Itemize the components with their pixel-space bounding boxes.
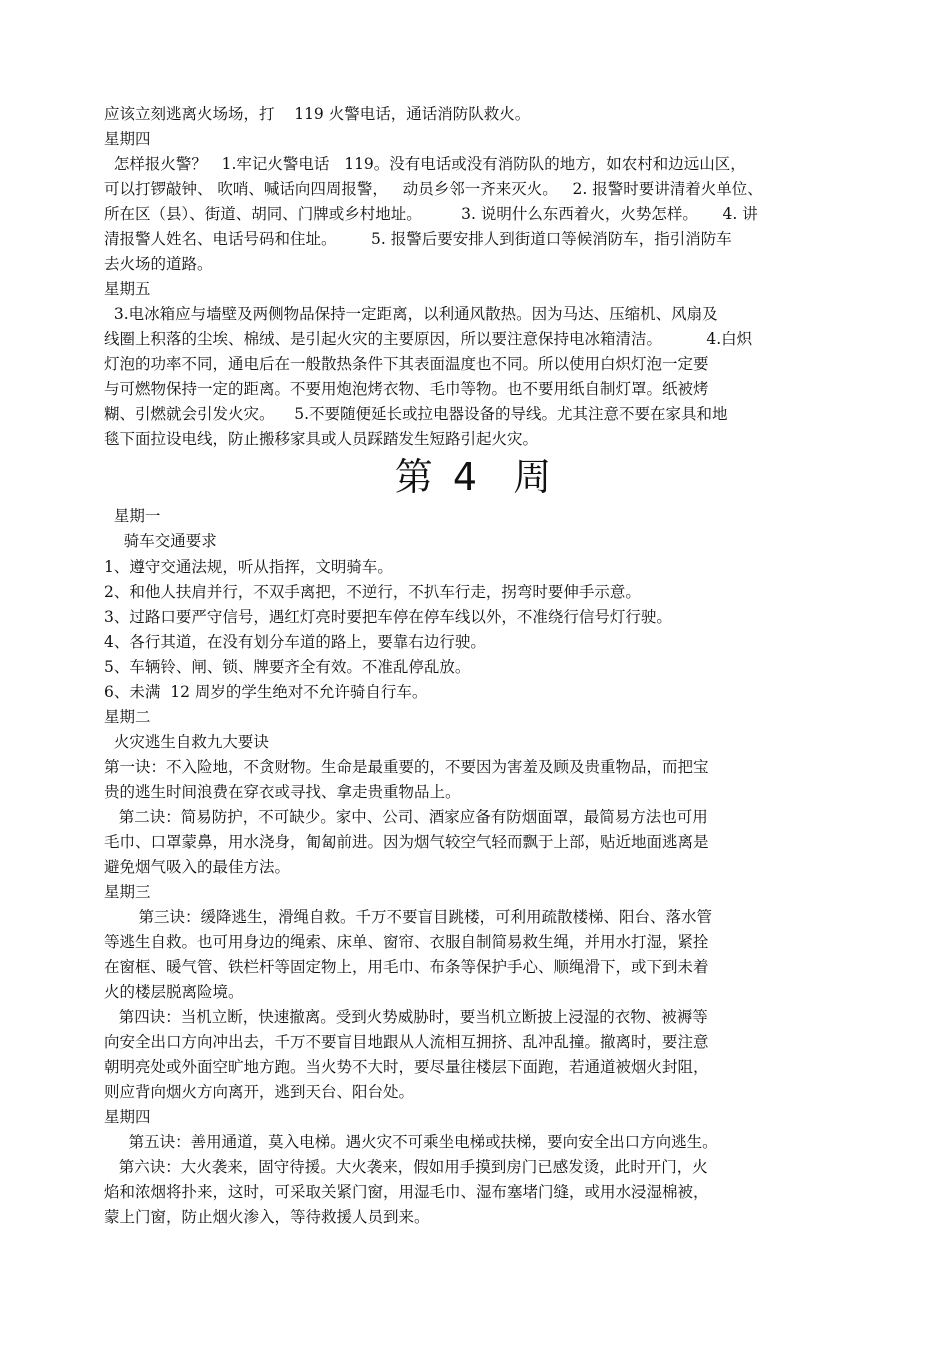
text-line: 去火场的道路。: [104, 255, 213, 273]
text-line: 糊、引燃就会引发火灾。 5.不要随便延长或拉电器设备的导线。尤其注意不要在家具和地: [104, 405, 728, 423]
text-line: 清报警人姓名、电话号码和住址。 5. 报警后要安排人到街道口等候消防车，指引消防车: [104, 230, 732, 248]
text-line: 火灾逃生自救九大要诀: [104, 733, 269, 751]
text-line: 4、各行其道，在没有划分车道的路上，要靠右边行驶。: [104, 633, 486, 651]
text-line: 怎样报火警？ 1.牢记火警电话 119。没有电话或没有消防队的地方，如农村和边远山区，: [104, 155, 746, 173]
text-line: 所在区（县）、街道、胡同、门牌或乡村地址。 3. 说明什么东西着火，火势怎样。 4. 讲: [104, 205, 758, 223]
text-line: 5、车辆铃、闸、锁、牌要齐全有效。不准乱停乱放。: [104, 658, 471, 676]
text-line: 星期五: [104, 280, 151, 298]
text-line: 6、未满 12 周岁的学生绝对不允许骑自行车。: [104, 683, 428, 701]
text-line: 可以打锣敲钟、 吹哨、喊话向四周报警， 动员乡邻一齐来灭火。 2. 报警时要讲清着火单位、: [104, 180, 763, 198]
text-line: 向安全出口方向冲出去，千万不要盲目地跟从人流相互拥挤、乱冲乱撞。撤离时，要注意: [104, 1033, 709, 1051]
text-line: 贵的逃生时间浪费在穿衣或寻找、拿走贵重物品上。: [104, 783, 461, 801]
text-line: 在窗框、暖气管、铁栏杆等固定物上，用毛巾、布条等保护手心、顺绳滑下，或下到未着: [104, 958, 709, 976]
text-line: 星期三: [104, 883, 151, 901]
text-line: 星期二: [104, 708, 151, 726]
text-line: 第五诀：善用通道，莫入电梯。遇火灾不可乘坐电梯或扶梯，要向安全出口方向逃生。: [104, 1133, 718, 1151]
text-line: 朝明亮处或外面空旷地方跑。当火势不大时，要尽量往楼层下面跑，若通道被烟火封阻，: [104, 1058, 709, 1076]
text-line: 星期一: [104, 507, 161, 525]
week-title: 第 4 周: [394, 455, 556, 499]
text-line: 星期四: [104, 1108, 151, 1126]
text-line: 第一诀：不入险地，不贪财物。生命是最重要的，不要因为害羞及顾及贵重物品，而把宝: [104, 758, 709, 776]
text-line: 3、过路口要严守信号，遇红灯亮时要把车停在停车线以外，不准绕行信号灯行驶。: [104, 608, 672, 626]
text-line: 3.电冰箱应与墙壁及两侧物品保持一定距离，以利通风散热。因为马达、压缩机、风扇及: [104, 305, 718, 323]
text-line: 焰和浓烟将扑来，这时，可采取关紧门窗，用湿毛巾、湿布塞堵门缝，或用水浸湿棉被，: [104, 1183, 709, 1201]
text-line: 灯泡的功率不同，通电后在一般散热条件下其表面温度也不同。所以使用白炽灯泡一定要: [104, 355, 709, 373]
text-line: 蒙上门窗，防止烟火渗入，等待救援人员到来。: [104, 1208, 430, 1226]
text-line: 与可燃物保持一定的距离。不要用炮泡烤衣物、毛巾等物。也不要用纸自制灯罩。纸被烤: [104, 380, 709, 398]
text-line: 第四诀：当机立断，快速撤离。受到火势威胁时，要当机立断披上浸湿的衣物、被褥等: [104, 1008, 708, 1026]
text-line: 骑车交通要求: [104, 532, 217, 550]
text-line: 应该立刻逃离火场场，打 119 火警电话，通话消防队救火。: [104, 105, 531, 123]
text-line: 第二诀：简易防护，不可缺少。家中、公司、酒家应备有防烟面罩，最简易方法也可用: [104, 808, 708, 826]
text-line: 毛巾、口罩蒙鼻，用水浇身，匍匐前进。因为烟气较空气轻而飘于上部，贴近地面逃离是: [104, 833, 709, 851]
text-line: 1、遵守交通法规，听从指挥，文明骑车。: [104, 558, 393, 576]
text-line: 星期四: [104, 130, 151, 148]
text-line: 第六诀：大火袭来，固守待援。大火袭来，假如用手摸到房门已感发烫，此时开门，火: [104, 1158, 708, 1176]
text-line: 毯下面拉设电线，防止搬移家具或人员踩踏发生短路引起火灾。: [104, 430, 539, 448]
text-line: 避免烟气吸入的最佳方法。: [104, 858, 291, 876]
text-line: 第三诀：缓降逃生，滑绳自救。千万不要盲目跳楼，可利用疏散楼梯、阳台、落水管: [104, 908, 712, 926]
text-line: 等逃生自救。也可用身边的绳索、床单、窗帘、衣服自制简易救生绳，并用水打湿，紧拴: [104, 933, 709, 951]
text-line: 2、和他人扶肩并行，不双手离把，不逆行，不扒车行走，拐弯时要伸手示意。: [104, 583, 641, 601]
text-line: 则应背向烟火方向离开，逃到天台、阳台处。: [104, 1083, 415, 1101]
text-line: 火的楼层脱离险境。: [104, 983, 244, 1001]
text-line: 线圈上积落的尘埃、棉绒、是引起火灾的主要原因，所以要注意保持电冰箱清洁。 4.白炽: [104, 330, 753, 348]
